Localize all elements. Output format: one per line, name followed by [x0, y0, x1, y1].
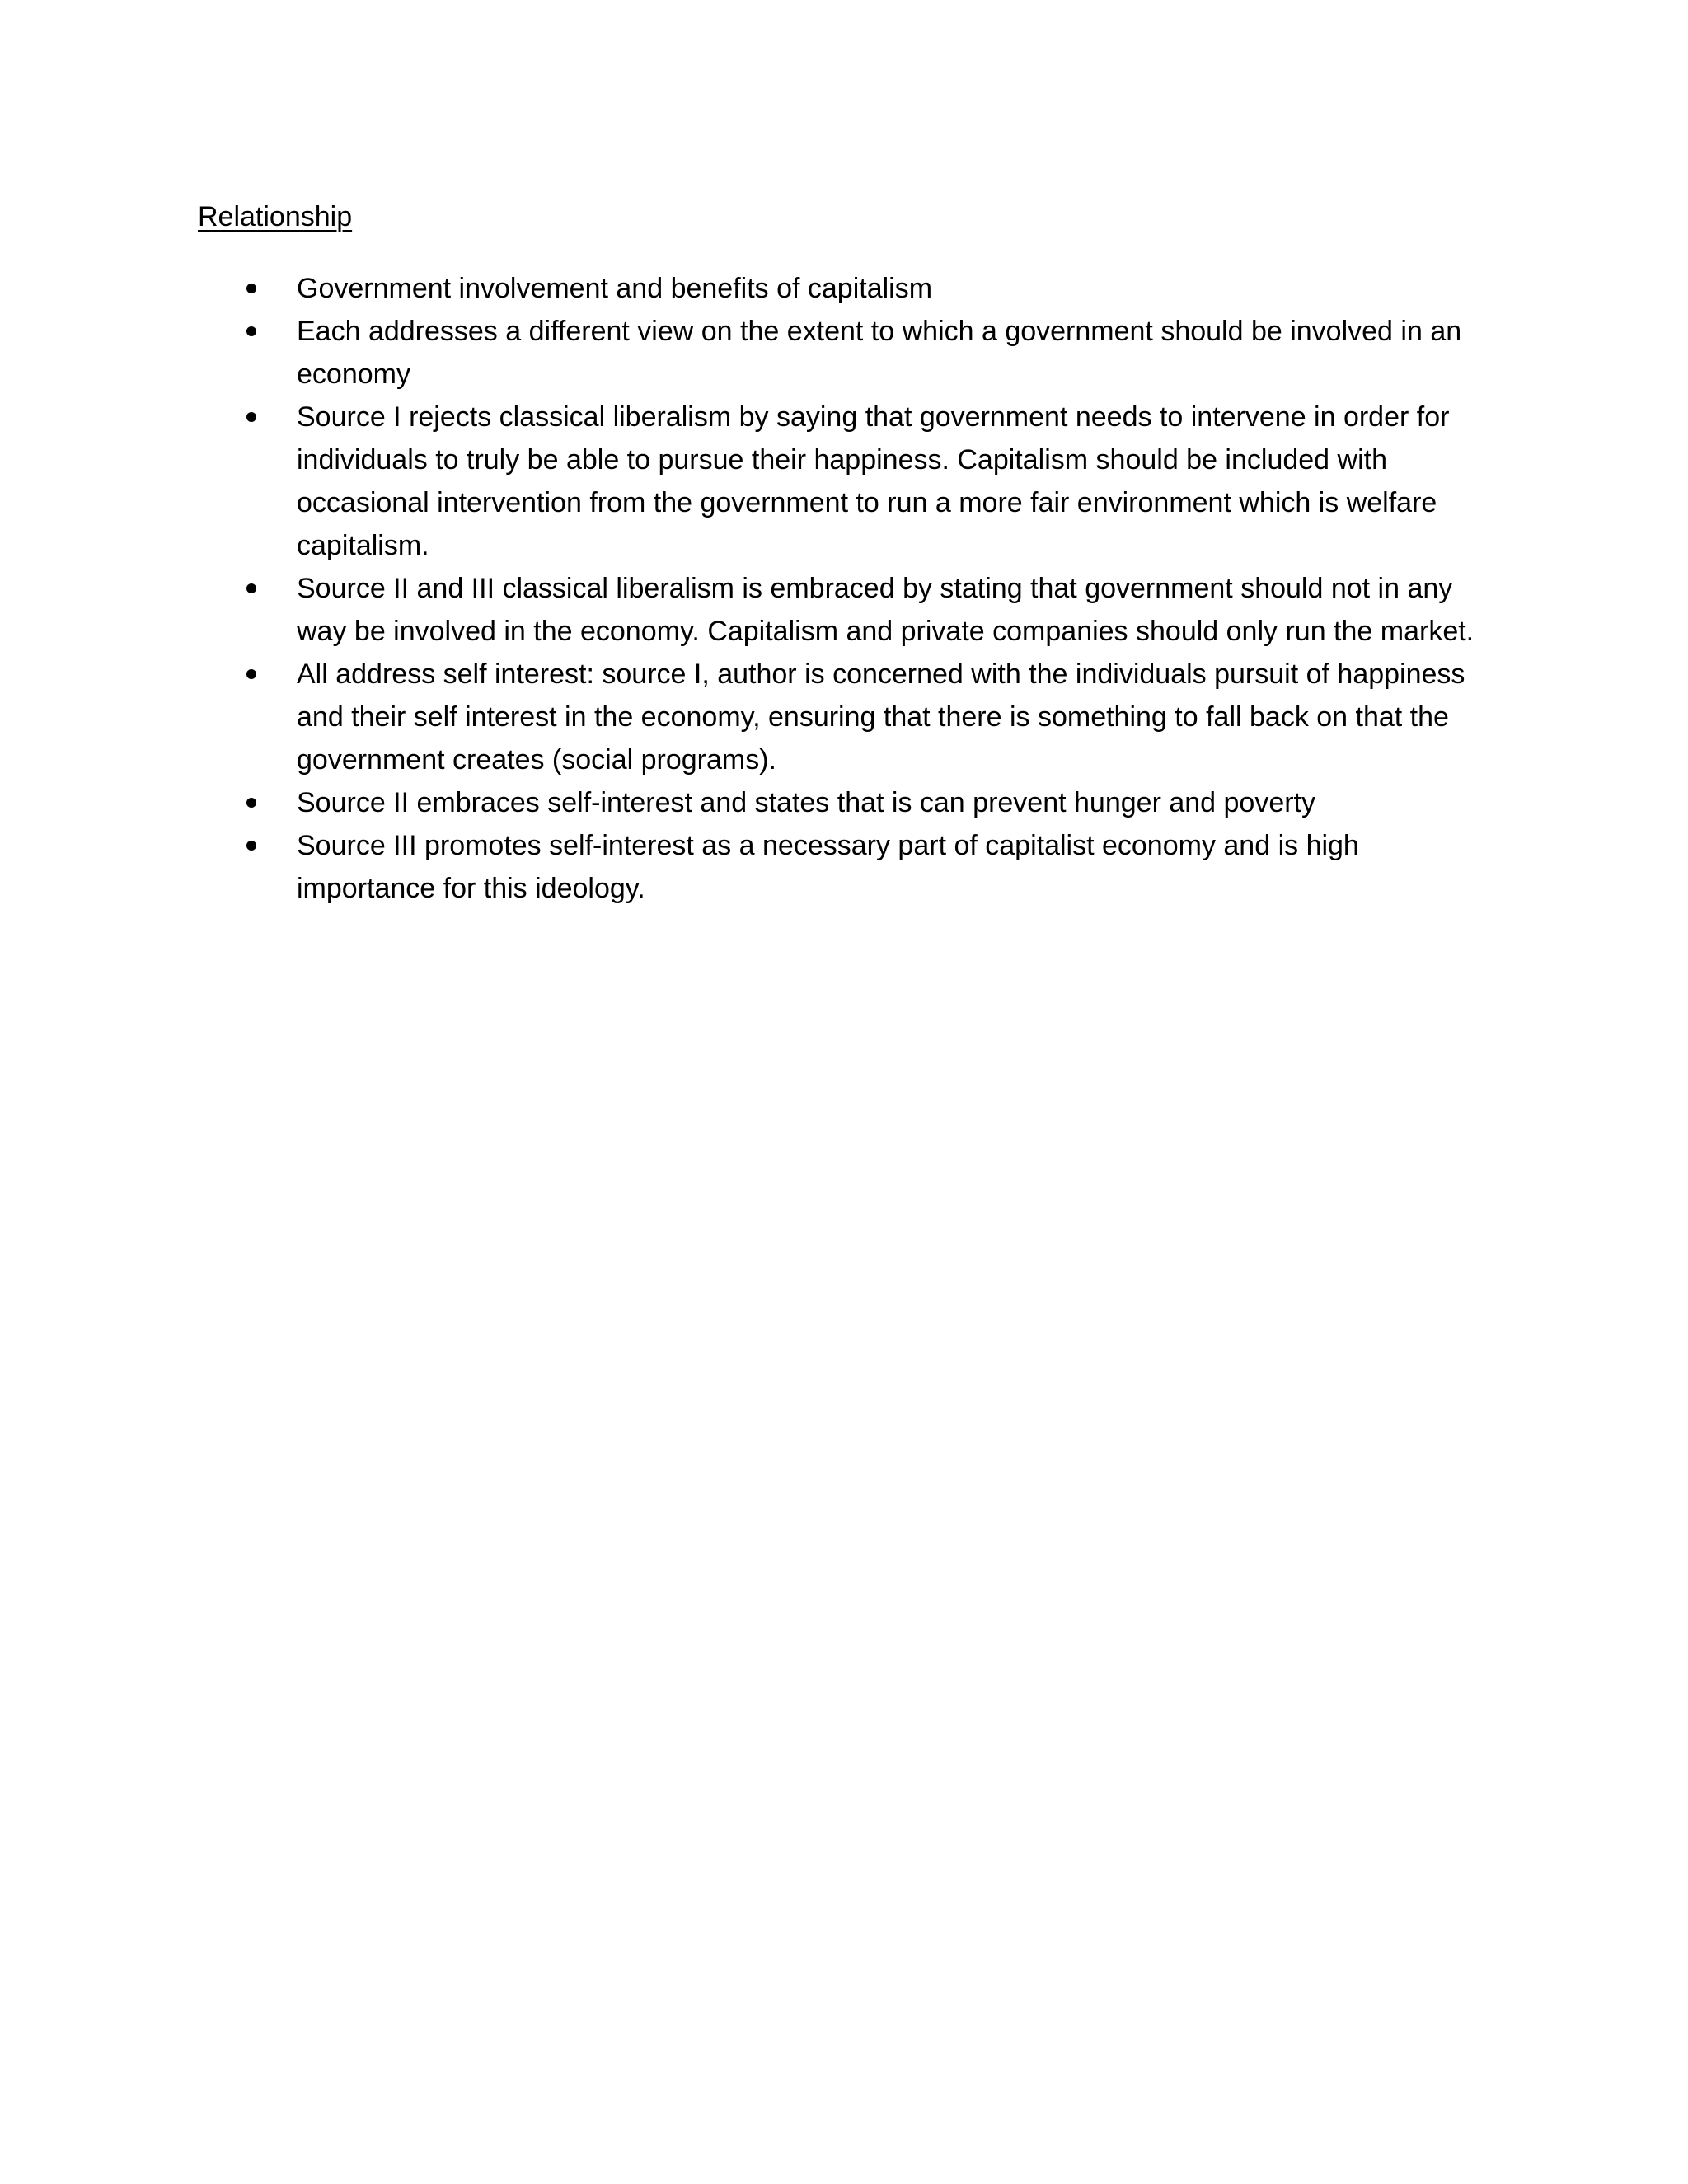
- bullet-dot-icon: [246, 669, 256, 679]
- bullet-item: [0, 781, 1492, 824]
- bullet-item: [0, 267, 1492, 310]
- bullet-item: [0, 396, 1492, 567]
- bullet-item: [0, 310, 1492, 396]
- bullet-dot-icon: [246, 841, 256, 851]
- bullet-text: Source II embraces self-interest and states that is can prevent hunger and poverty: [297, 787, 1316, 818]
- bullet-dot-icon: [246, 583, 256, 593]
- bullet-dot-icon: [246, 326, 256, 336]
- bullet-text: Source II and III classical liberalism is embraced by stating that government should not in any way be involved in the economy. Capitalism and private companies should only run the market.: [297, 573, 1475, 647]
- bullet-item: [0, 653, 1492, 781]
- section-heading: Relationship: [198, 201, 353, 232]
- bullet-dot-icon: [246, 798, 256, 808]
- bullet-text: Government involvement and benefits of capitalism: [297, 273, 933, 304]
- bullet-item: [0, 567, 1492, 653]
- bullet-text: Source III promotes self-interest as a necessary part of capitalist economy and is high importance for this ideology.: [297, 830, 1359, 904]
- bullet-dot-icon: [246, 412, 256, 422]
- bullet-item: [0, 824, 1492, 910]
- bullet-list: [0, 267, 1688, 910]
- bullet-text: All address self interest: source I, author is concerned with the individuals pursuit of happiness and their self interest in the economy, ensuring that there is something to fall back on that the government creates (social programs).: [297, 658, 1465, 776]
- bullet-text: Source I rejects classical liberalism by saying that government needs to intervene in order for individuals to truly be able to pursue their happiness. Capitalism should be included with occasional intervention from the government to run a more fair environment which is welfare capitalism.: [297, 401, 1450, 561]
- bullet-dot-icon: [246, 284, 256, 293]
- bullet-text: Each addresses a different view on the extent to which a government should be involved in an economy: [297, 316, 1462, 390]
